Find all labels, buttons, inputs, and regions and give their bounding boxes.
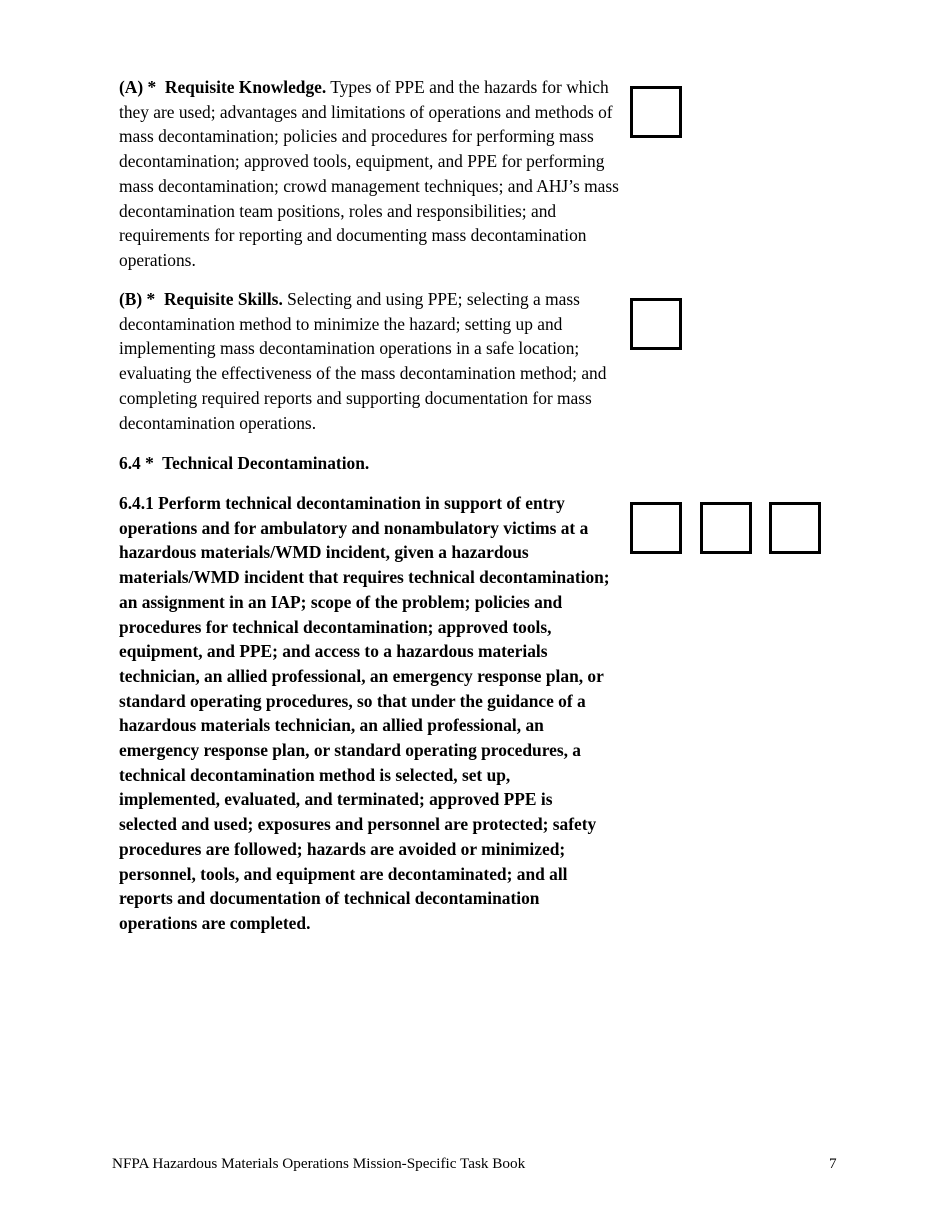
section-641-checkbox-2[interactable] [700,502,752,554]
section-a-label: (A) * [119,77,157,97]
page-number: 7 [829,1155,837,1172]
section-641-checkbox-1[interactable] [630,502,682,554]
section-a-checkbox[interactable] [630,86,682,138]
section-a-heading: Requisite Knowledge. [164,77,327,97]
section-641-paragraph: 6.4.1 Perform technical decontamination in support of entry operations and for ambulatory and nonambulatory victims at a hazardous materials/WMD incident, given a hazardous materials/WMD incident that requires technical decontamination; an assignment in an IAP; scope of the problem; policies and procedures for technical decontamination; approved tools, equipment, and PPE; and access to a hazardous materials technician, an allied professional, an emergency response plan, or standard operating procedures, so that under the guidance of a hazardous materials technician, an allied professional, an emergency response plan, or standard operating procedures, a technical decontamination method is selected, set up, implemented, evaluated, and terminated; approved PPE is selected and used; exposures and personnel are protected; safety procedures are followed; hazards are avoided or minimized; personnel, tools, and equipment are decontaminated; and all reports and documentation of technical decontamination operations are completed. [119,493,610,933]
section-b-checkbox[interactable] [630,298,682,350]
section-b-text: Selecting and using PPE; selecting a mass decontamination method to minimize the hazard; setting up and implementing mass decontamination operations in a safe location; evaluating the effectiveness of the mass decontamination method; and completing required reports and supporting documentation for mass decontamination operations. [119,289,607,433]
footer-title: NFPA Hazardous Materials Operations Mission-Specific Task Book [112,1155,526,1172]
section-641-checkbox-3[interactable] [769,502,821,554]
requisite-skills-paragraph [119,287,619,435]
section-b-heading: Requisite Skills. [163,289,283,309]
technical-decontamination-heading: 6.4 * Technical Decontamination. [119,453,370,473]
section-a-text: Types of PPE and the hazards for which they are used; advantages and limitations of operations and methods of mass decontamination; policies and procedures for performing mass decontamination; approved tools, equipment, and PPE for performing mass decontamination; crowd management techniques; and AHJ’s mass decontamination team positions, roles and responsibilities; and requirements for reporting and documenting mass decontamination operations. [119,77,619,270]
requisite-knowledge-paragraph [119,75,619,273]
section-b-label: (B) * [119,289,156,309]
